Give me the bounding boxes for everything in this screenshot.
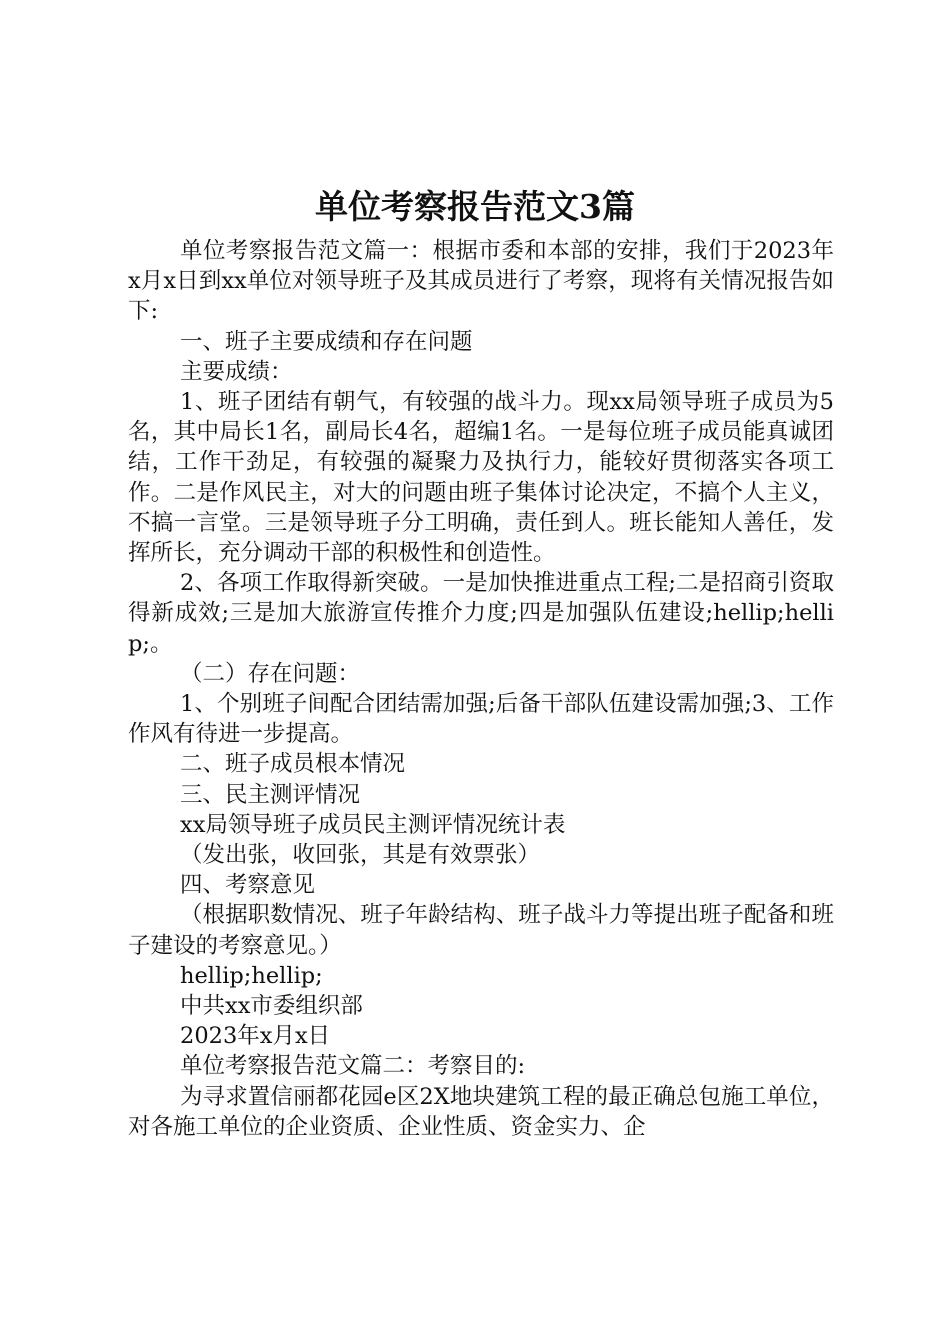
section-heading-4: 四、考察意见 xyxy=(180,872,316,899)
document-title: 单位考察报告范文3篇 xyxy=(315,187,635,226)
paragraph-opinion-note: （根据职数情况、班子年龄结构、班子战斗力等提出班子配备和班子建设的考察意见。） xyxy=(128,902,834,959)
section-heading-2: 二、班子成员根本情况 xyxy=(180,751,406,778)
paragraph-problems: 1、个别班子间配合团结需加强;后备干部队伍建设需加强;3、工作作风有待进一步提高。 xyxy=(128,691,834,748)
subheading-problems: （二）存在问题： xyxy=(180,660,361,687)
paragraph-intro: 单位考察报告范文篇一：根据市委和本部的安排，我们于2023年x月x日到xx单位对领导班子及其成员进行了考察，现将有关情况报告如下: xyxy=(128,238,834,325)
section-heading-3: 三、民主测评情况 xyxy=(180,781,361,808)
signature-organization: 中共xx市委组织部 xyxy=(180,993,363,1020)
paragraph-achievement-1: 1、班子团结有朝气，有较强的战斗力。现xx局领导班子成员为5名，其中局长1名，副局长4名，超编1名。一是每位班子成员能真诚团结，工作干劲足，有较强的凝聚力及执行力，能较好贯彻落实各项工作。二是作风民主，对大的问题由班子集体讨论决定，不搞个人主义，不搞一言堂。三是领导班子分工明确，责任到人。班长能知人善任，发挥所长，充分调动干部的积极性和创造性。 xyxy=(128,389,834,567)
section-heading-1: 一、班子主要成绩和存在问题 xyxy=(180,328,473,355)
document-body xyxy=(128,236,834,1142)
signature-date: 2023年x月x日 xyxy=(180,1023,331,1050)
paragraph-ellipsis: hellip;hellip; xyxy=(180,962,323,989)
subheading-achievements: 主要成绩： xyxy=(180,358,293,385)
paragraph-article-2-intro: 单位考察报告范文篇二：考察目的: xyxy=(180,1053,526,1080)
paragraph-achievement-2: 2、各项工作取得新突破。一是加快推进重点工程;二是招商引资取得新成效;三是加大旅游宣传推介力度;四是加强队伍建设;hellip;hellip;。 xyxy=(128,570,834,657)
paragraph-article-2-body: 为寻求置信丽都花园e区2X地块建筑工程的最正确总包施工单位，对各施工单位的企业资质、企业性质、资金实力、企 xyxy=(128,1083,834,1140)
paragraph-table-caption: xx局领导班子成员民主测评情况统计表 xyxy=(180,811,566,838)
paragraph-ballot-note: （发出张，收回张，其是有效票张） xyxy=(180,842,541,869)
